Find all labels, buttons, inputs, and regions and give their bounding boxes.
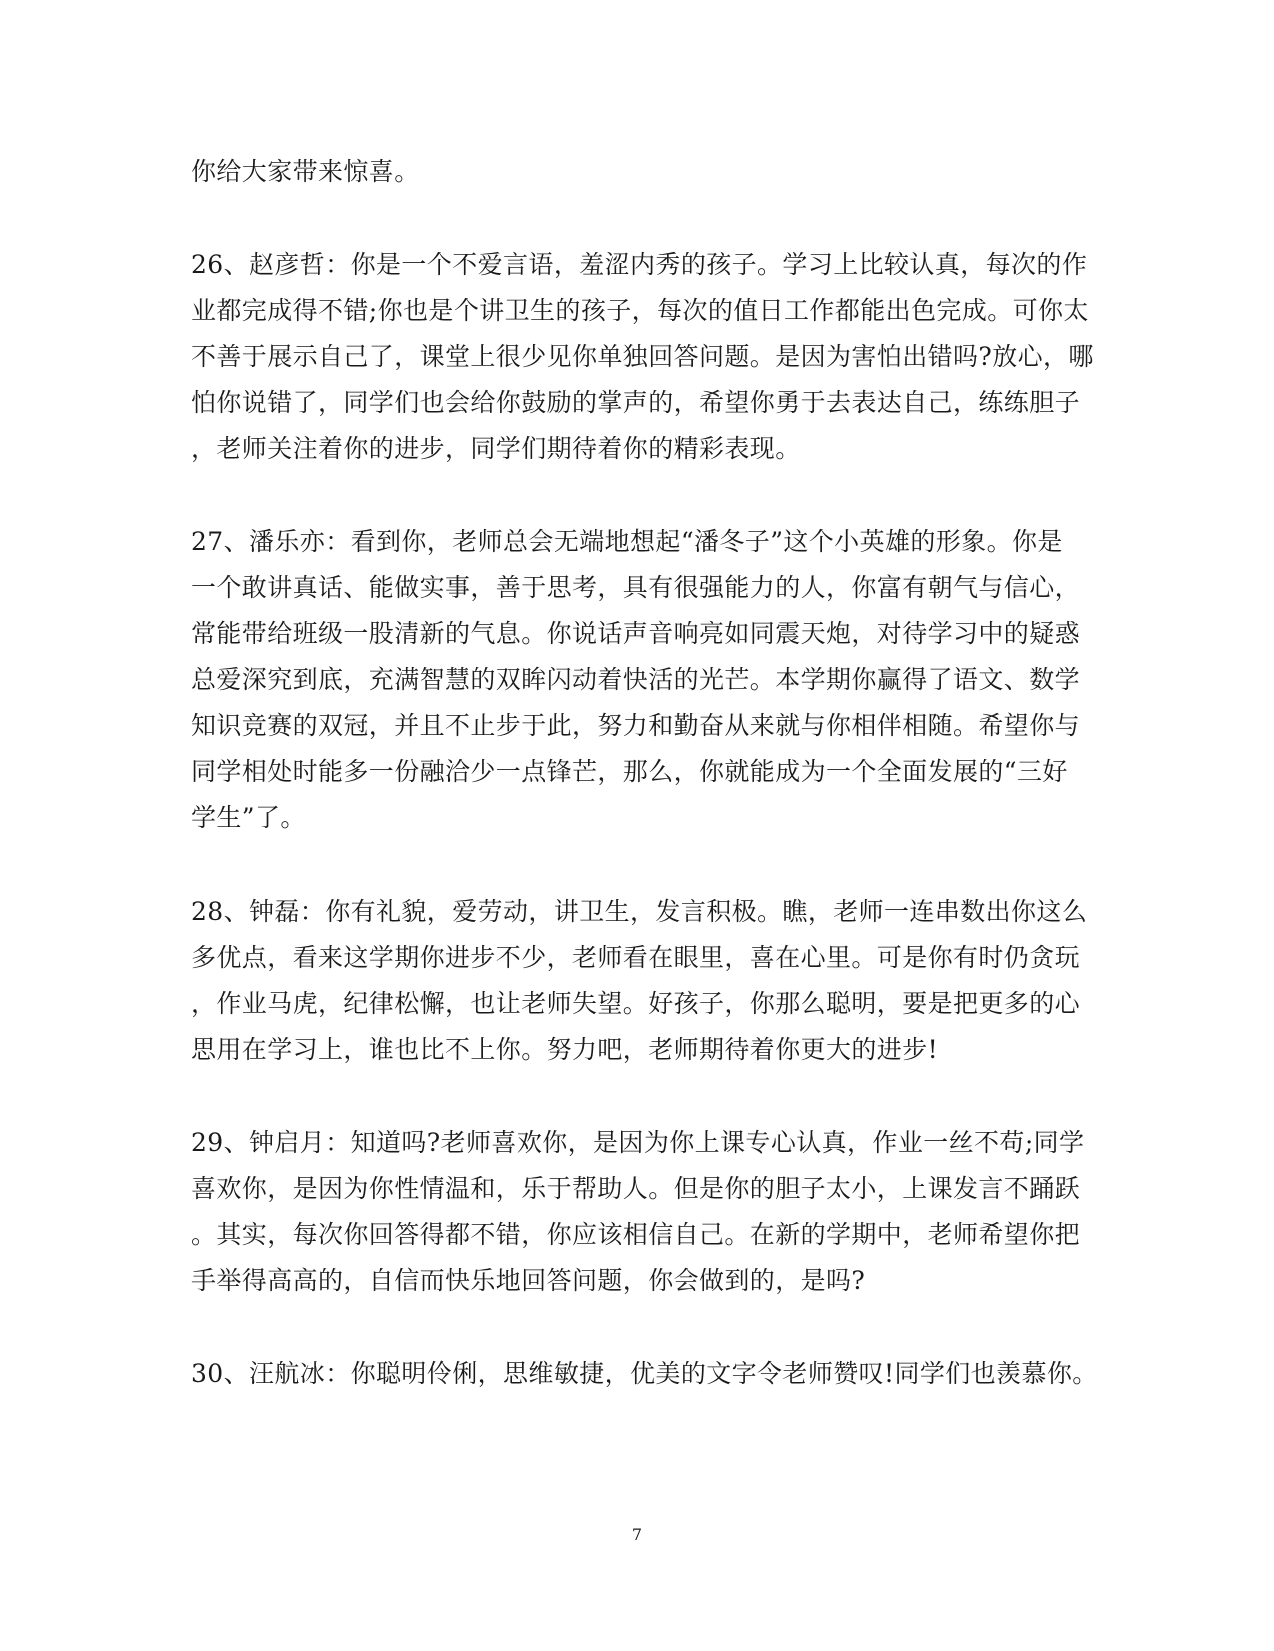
text-line: 喜欢你，是因为你性情温和，乐于帮助人。但是你的胆子太小，上课发言不踊跃 (191, 1174, 1081, 1203)
text-line: 30、汪航冰：你聪明伶俐，思维敏捷，优美的文字令老师赞叹!同学们也羡慕你。 (191, 1359, 1098, 1388)
text-line: 手举得高高的，自信而快乐地回答问题，你会做到的，是吗? (191, 1266, 866, 1295)
text-line: 同学相处时能多一份融洽少一点锋芒，那么，你就能成为一个全面发展的“三好 (191, 757, 1068, 786)
text-line: 知识竞赛的双冠，并且不止步于此，努力和勤奋从来就与你相伴相随。希望你与 (191, 711, 1081, 740)
text-line: 业都完成得不错;你也是个讲卫生的孩子，每次的值日工作都能出色完成。可你太 (191, 296, 1089, 325)
text-line: 学生”了。 (191, 803, 306, 832)
text-line: 怕你说错了，同学们也会给你鼓励的掌声的，希望你勇于去表达自己，练练胆子 (191, 388, 1081, 417)
text-line: 26、赵彦哲：你是一个不爱言语，羞涩内秀的孩子。学习上比较认真，每次的作 (191, 250, 1088, 279)
text-line: 你给大家带来惊喜。 (191, 157, 420, 186)
page-number: 7 (631, 1525, 643, 1544)
text-line: 。其实，每次你回答得都不错，你应该相信自己。在新的学期中，老师希望你把 (191, 1220, 1081, 1249)
text-line: ，老师关注着你的进步，同学们期待着你的精彩表现。 (191, 434, 801, 463)
text-line: 不善于展示自己了，课堂上很少见你单独回答问题。是因为害怕出错吗?放心，哪 (191, 342, 1094, 371)
text-line: 思用在学习上，谁也比不上你。努力吧，老师期待着你更大的进步! (191, 1035, 939, 1064)
text-line: 总爱深究到底，充满智慧的双眸闪动着快活的光芒。本学期你赢得了语文、数学 (191, 665, 1081, 694)
text-line: 多优点，看来这学期你进步不少，老师看在眼里，喜在心里。可是你有时仍贪玩 (191, 943, 1081, 972)
text-line: 28、钟磊：你有礼貌，爱劳动，讲卫生，发言积极。瞧，老师一连串数出你这么 (191, 897, 1088, 926)
text-line: 一个敢讲真话、能做实事，善于思考，具有很强能力的人，你富有朝气与信心， (191, 573, 1081, 602)
text-line: ，作业马虎，纪律松懈，也让老师失望。好孩子，你那么聪明，要是把更多的心 (191, 989, 1081, 1018)
text-line: 29、钟启月：知道吗?老师喜欢你，是因为你上课专心认真，作业一丝不苟;同学 (191, 1128, 1085, 1157)
text-line: 常能带给班级一股清新的气息。你说话声音响亮如同震天炮，对待学习中的疑惑 (191, 619, 1081, 648)
text-line: 27、潘乐亦：看到你，老师总会无端地想起“潘冬子”这个小英雄的形象。你是 (191, 527, 1063, 556)
